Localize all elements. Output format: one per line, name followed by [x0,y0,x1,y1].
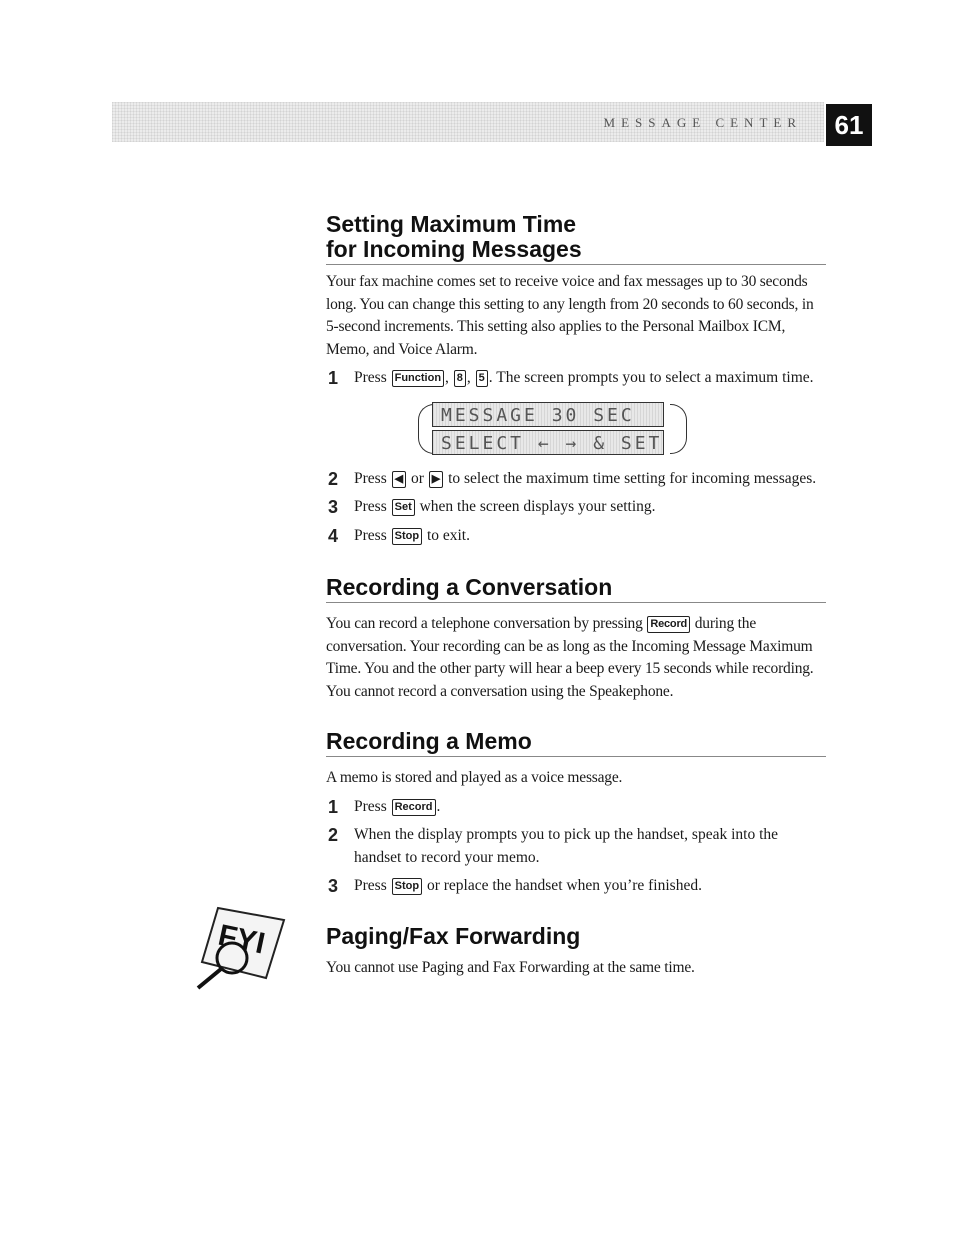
step-number: 3 [328,497,339,517]
step-text: to exit. [426,526,470,544]
heading-paging-fax-forwarding: Paging/Fax Forwarding [326,922,581,949]
step-text: or replace the handset when you’re finished. [426,877,702,894]
record-key: Record [392,799,436,816]
step-item: 1 Press Function , 8 , 5 . The screen prompts you to select a maximum time. [328,368,814,388]
heading-line: Setting Maximum Time [326,211,577,237]
paragraph-recording-memo: A memo is stored and played as a voice message. [326,769,623,786]
page-content [326,212,826,979]
step-text: when the screen displays your setting. [419,498,656,515]
heading-max-time [326,212,826,265]
header-band [112,102,824,142]
step-text: . The screen prompts you to select a maximum time. [488,369,814,386]
step-text: Press [354,797,387,815]
step-number: 2 [328,468,339,489]
heading-line: for Incoming Messages [326,236,582,262]
step-text: Press [354,469,387,487]
step-item [326,875,826,898]
fyi-magnifier-icon [196,900,288,992]
step-number: 3 [328,876,339,896]
step-number: 4 [328,525,339,546]
bracket-right [670,404,687,454]
step-text: Press [354,369,387,386]
step-text: or [410,469,424,487]
step-text: When the display prompts you to pick up the handset, speak into the handset to record your memo. [354,826,779,866]
step-text: Press [354,526,387,544]
page-number: 61 [826,104,872,146]
paragraph-text: You can record a telephone conversation by pressing [326,615,643,632]
paragraph-paging-fax-forwarding: You cannot use Paging and Fax Forwarding at the same time. [326,958,695,976]
step-text: Press [354,877,387,894]
fyi-text: FYI [215,918,268,961]
step-item [326,525,826,548]
stop-key: Stop [392,528,422,545]
step-text: Press [354,498,387,515]
step-item [326,824,826,869]
step-number: 1 [328,368,339,388]
left-arrow-key: ◀ [392,471,406,488]
lcd-display [420,402,692,458]
function-key: Function [392,370,444,387]
number-key: 5 [476,370,488,387]
step-item [326,796,826,819]
paragraph-text: during the conversation. Your recording can be as long as the Incoming Message Maximum Time. You and the other party will hear a beep every 15 seconds while recording. You cannot record a conversation using the Speakephone. [326,615,814,700]
lcd-line-1: MESSAGE 30 SEC [432,402,664,427]
stop-key: Stop [392,878,422,895]
paragraph-max-time: Your fax machine comes set to receive voice and fax messages up to 30 seconds long. You can change this setting to any length from 20 seconds to 60 seconds, in 5-second increments. This setting also applies to the Personal Mailbox ICM, Memo, and Voice Alarm. [326,273,814,358]
step-item [326,496,826,519]
heading-recording-memo: Recording a Memo [326,729,826,757]
step-number: 2 [328,825,339,845]
number-key: 8 [454,370,466,387]
paragraph-recording-conversation [326,613,826,703]
step-item [326,468,826,491]
right-arrow-key: ▶ [429,471,443,488]
heading-recording-conversation: Recording a Conversation [326,575,826,603]
lcd-line-2: SELECT ← → & SET [432,430,664,455]
step-text: . [436,797,441,815]
step-number: 1 [328,796,339,817]
section-title: MESSAGE CENTER [603,115,802,130]
set-key: Set [392,499,415,516]
record-key: Record [647,616,690,633]
step-text: to select the maximum time setting for incoming messages. [448,469,817,487]
